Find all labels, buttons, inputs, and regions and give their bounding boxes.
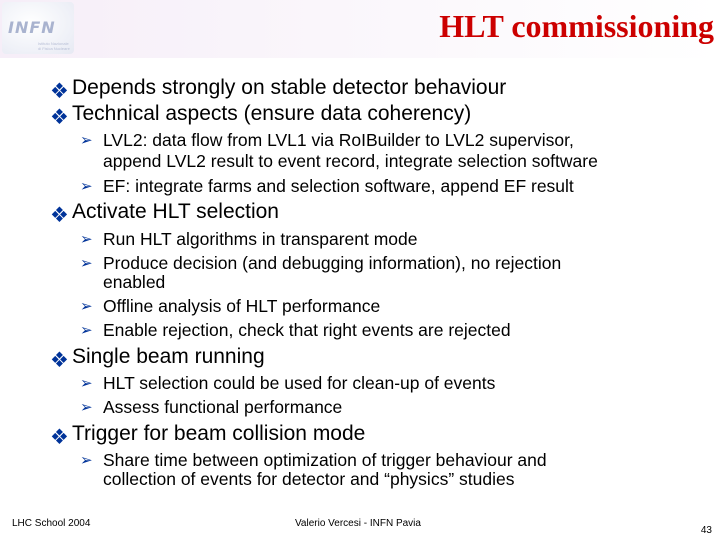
diamond-bullet-icon: ❖ <box>50 426 69 449</box>
sub-bullet-line: collection of events for detector and “physics” studies <box>103 469 515 489</box>
bullet-text: Activate HLT selection <box>72 200 279 223</box>
arrow-bullet-icon: ➢ <box>80 375 93 392</box>
arrow-bullet-icon: ➢ <box>80 322 93 339</box>
sub-bullet-line: Share time between optimization of trigger behaviour and <box>103 450 547 470</box>
sub-bullet-line: Enable rejection, check that right events are rejected <box>103 320 511 340</box>
diamond-bullet-icon: ❖ <box>50 80 69 103</box>
sub-bullet-line: Offline analysis of HLT performance <box>103 296 381 316</box>
sub-bullet-line: Assess functional performance <box>103 397 343 417</box>
bullet-text: Technical aspects (ensure data coherency) <box>72 102 472 125</box>
slide-title: HLT commissioning <box>439 8 714 44</box>
sub-bullet-line: append LVL2 result to event record, integrate selection software <box>103 151 598 171</box>
bullet-text: Trigger for beam collision mode <box>72 422 366 445</box>
diamond-bullet-icon: ❖ <box>50 204 69 227</box>
footer-author: Valerio Vercesi - INFN Pavia <box>295 518 421 529</box>
diamond-bullet-icon: ❖ <box>50 349 69 372</box>
arrow-bullet-icon: ➢ <box>80 298 93 315</box>
arrow-bullet-icon: ➢ <box>80 178 93 195</box>
footer-event: LHC School 2004 <box>12 518 91 529</box>
sub-bullet-line: EF: integrate farms and selection software, append EF result <box>103 176 574 196</box>
logo-subtitle: Istituto Nazionale di Fisica Nucleare <box>38 41 70 51</box>
sub-bullet-line: Produce decision (and debugging information), no rejection <box>103 253 562 273</box>
sub-bullet-line: enabled <box>103 272 166 292</box>
arrow-bullet-icon: ➢ <box>80 132 93 149</box>
arrow-bullet-icon: ➢ <box>80 231 93 248</box>
sub-bullet-line: HLT selection could be used for clean-up of events <box>103 373 496 393</box>
arrow-bullet-icon: ➢ <box>80 255 93 272</box>
bullet-text: Depends strongly on stable detector behaviour <box>72 76 507 99</box>
arrow-bullet-icon: ➢ <box>80 452 93 469</box>
diamond-bullet-icon: ❖ <box>50 106 69 129</box>
sub-bullet-line: Run HLT algorithms in transparent mode <box>103 229 418 249</box>
bullet-text: Single beam running <box>72 345 265 368</box>
page-number: 43 <box>700 525 712 536</box>
arrow-bullet-icon: ➢ <box>80 399 93 416</box>
sub-bullet-line: LVL2: data flow from LVL1 via RoIBuilder to LVL2 supervisor, <box>103 130 574 150</box>
logo-text: INFN <box>8 18 56 37</box>
